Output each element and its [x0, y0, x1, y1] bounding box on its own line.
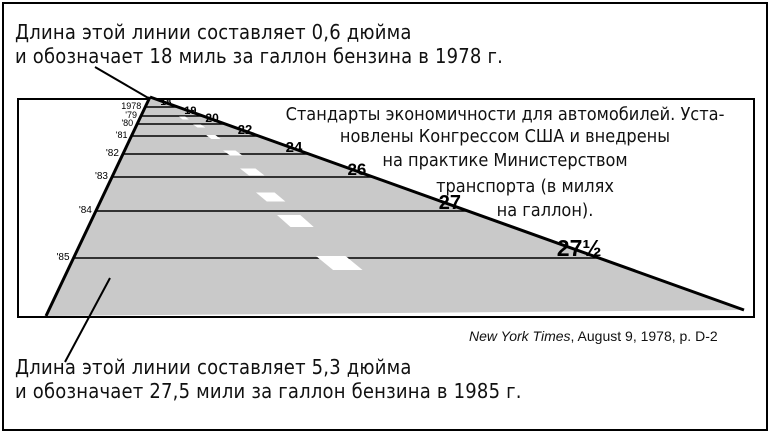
mpg-label: 24: [285, 139, 303, 156]
mpg-label: 20: [205, 111, 219, 125]
caption-line-2: новлены Конгрессом США и внедрены: [339, 126, 671, 147]
year-label: 1978: [121, 101, 142, 111]
year-label: '80: [121, 118, 134, 128]
year-label: '81: [115, 130, 128, 140]
mpg-label: 27: [438, 192, 462, 214]
source-details: , August 9, 1978, p. D-2: [570, 328, 718, 344]
year-label: '79: [125, 110, 137, 120]
year-label: '83: [94, 171, 109, 182]
caption-line-3: на практике Министерством: [382, 150, 628, 171]
source-publication: New York Times: [469, 328, 571, 344]
caption-line-1: Стандарты экономичности для автомобилей. Уста-: [285, 104, 725, 125]
caption-line-5: на галлон).: [496, 200, 594, 221]
callout-bottom-line-1: Длина этой линии составляет 5,3 дюйма: [15, 355, 412, 379]
year-label: '84: [78, 205, 92, 216]
caption-line-4: транспорта (в милях: [436, 176, 614, 197]
year-label: '82: [105, 148, 119, 159]
callout-bottom-line-2: и обозначает 27,5 мили за галлон бензина в 1985 г.: [15, 379, 522, 403]
mpg-label: 22: [237, 122, 253, 137]
pointer-line-top: [95, 67, 150, 99]
mpg-label: 19: [184, 105, 197, 117]
mpg-label: 26: [347, 160, 367, 179]
mpg-label: 18: [160, 97, 172, 108]
callout-bottom: [15, 355, 522, 403]
callout-top-line-2: и обозначает 18 миль за галлон бензина в 1978 г.: [15, 44, 504, 68]
callout-top-line-1: Длина этой линии составляет 0,6 дюйма: [15, 20, 412, 44]
source-citation: [469, 328, 718, 344]
year-label: '85: [56, 252, 70, 263]
mpg-label: 27½: [556, 235, 602, 261]
